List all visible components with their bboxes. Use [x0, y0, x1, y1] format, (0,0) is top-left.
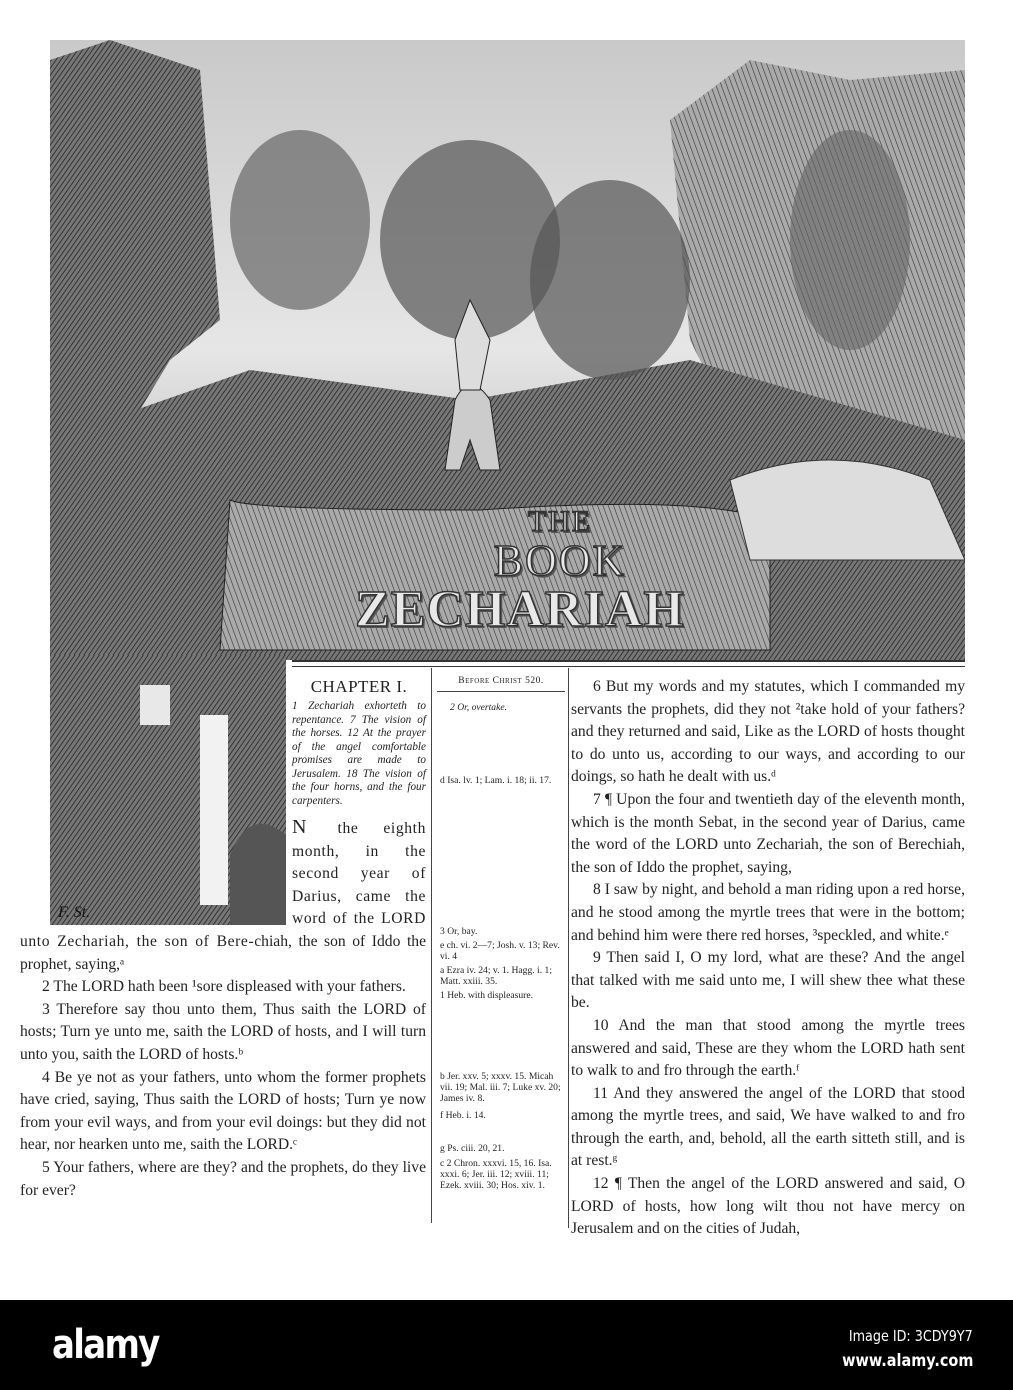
title-book: BOOK	[493, 536, 627, 585]
alamy-logo: alamy	[52, 1322, 159, 1368]
verse-9: 9 Then said I, O my lord, what are these? And the angel that talked with me said unto me, I will shew thee what these be.	[571, 949, 965, 1012]
margin-note: a Ezra iv. 24; v. 1. Hagg. i. 1; Matt. xxiii. 35.	[440, 965, 552, 987]
chapter-summary: 1 Zechariah exhorteth to repentance. 7 The vision of the horses. 12 At the prayer of the angel comfortable promises are made to Jerusalem. 18 The vision of the four horns, and the four carpenters.	[292, 700, 426, 807]
verse-3: 3 Therefore say thou unto them, Thus saith the LORD of hosts; Turn ye unto me, saith the LORD of hosts, and I will turn unto you, saith the LORD of hosts.ᵇ	[20, 1000, 426, 1063]
verse-5: 5 Your fathers, where are they? and the prophets, do they live for ever?	[20, 1158, 426, 1199]
title-the: THE	[527, 505, 593, 538]
title-book-name: ZECHARIAH	[355, 581, 685, 638]
verse-7: 7 ¶ Upon the four and twentieth day of the eleventh month, which is the month Sebat, in the second year of Darius, came the word of the LORD unto Zechariah, the son of Berechiah, the son of Iddo the prophet, saying,	[571, 790, 965, 876]
image-id-label: Image ID: 3CDY9Y7	[849, 1327, 973, 1345]
margin-note: c 2 Chron. xxxvi. 15, 16. Isa. xxxi. 6; Jer. iii. 12; xviii. 11; Ezek. xviii. 30; Hos. xiv. 1.	[440, 1158, 552, 1191]
margin-date-heading: Before Christ 520.	[437, 676, 565, 692]
verse-4: 4 Be ye not as your fathers, unto whom the former prophets have cried, saying, Thus saith the LORD of hosts; Turn ye now from your evil ways, and from your evil doings: but they did not hear, nor hearken unto me, saith the LORD.ᶜ	[20, 1068, 426, 1154]
verse-11: 11 And they answered the angel of the LORD that stood among the myrtle trees, and said, We have walked to and fro through the earth, and, behold, all the earth sitteth still, and is at rest.ᵍ	[571, 1084, 965, 1170]
margin-notes	[437, 676, 565, 1191]
verse-1-continuation: chiah, the son of Iddo the prophet, saying,ᵃ	[20, 932, 426, 973]
margin-note: b Jer. xxv. 5; xxxv. 15. Micah vii. 19; Mal. iii. 7; Luke xv. 20; James iv. 8.	[440, 1071, 561, 1104]
column-divider-right	[568, 668, 569, 1228]
chapter-heading: CHAPTER I.	[310, 677, 408, 696]
site-url: www.alamy.com	[841, 1351, 973, 1371]
margin-note: 1 Heb. with displeasure.	[440, 990, 533, 1001]
margin-note: e ch. vi. 2—7; Josh. v. 13; Rev. vi. 4	[440, 940, 560, 962]
margin-note: 3 Or, bay.	[440, 926, 478, 937]
verse-2: 2 The LORD hath been ¹sore displeased with your fathers.	[42, 978, 406, 996]
illustration-spacer	[20, 676, 292, 930]
right-text-column	[571, 676, 965, 1241]
verse-1-opening: the eighth month, in the second year of Darius, came the word of the LORD unto Zechariah, the son of Bere-	[20, 820, 426, 950]
margin-note: g Ps. ciii. 20, 21.	[440, 1143, 505, 1154]
verse-10: 10 And the man that stood among the myrtle trees answered and said, These are they whom the LORD hath sent to walk to and fro through the earth.ᶠ	[571, 1016, 965, 1080]
drop-cap: N	[292, 816, 307, 838]
column-divider-left	[431, 668, 432, 1223]
margin-note: 2 Or, overtake.	[450, 702, 508, 713]
verse-12: 12 ¶ Then the angel of the LORD answered and said, O LORD of hosts, how long wilt thou not have mercy on Jerusalem and on the cities of Judah,	[571, 1175, 965, 1238]
artist-signature: F. St.	[58, 904, 91, 921]
verse-8: 8 I saw by night, and behold a man riding upon a red horse, and he stood among the myrtle trees that were in the bottom; and behind him were there red horses, ³speckled, and white.ᵉ	[571, 881, 965, 944]
margin-note: f Heb. i. 14.	[440, 1110, 486, 1121]
left-text-column	[20, 676, 426, 1202]
margin-note: d Isa. lv. 1; Lam. i. 18; ii. 17.	[440, 775, 552, 786]
verse-6: 6 But my words and my statutes, which I commanded my servants the prophets, did they not ²take hold of your fathers? and they returned and said, Like as the LORD of hosts thought to do unto us, according to our ways, and according to our doings, so hath he dealt with us.ᵈ	[571, 678, 965, 786]
header-rule	[292, 660, 965, 667]
